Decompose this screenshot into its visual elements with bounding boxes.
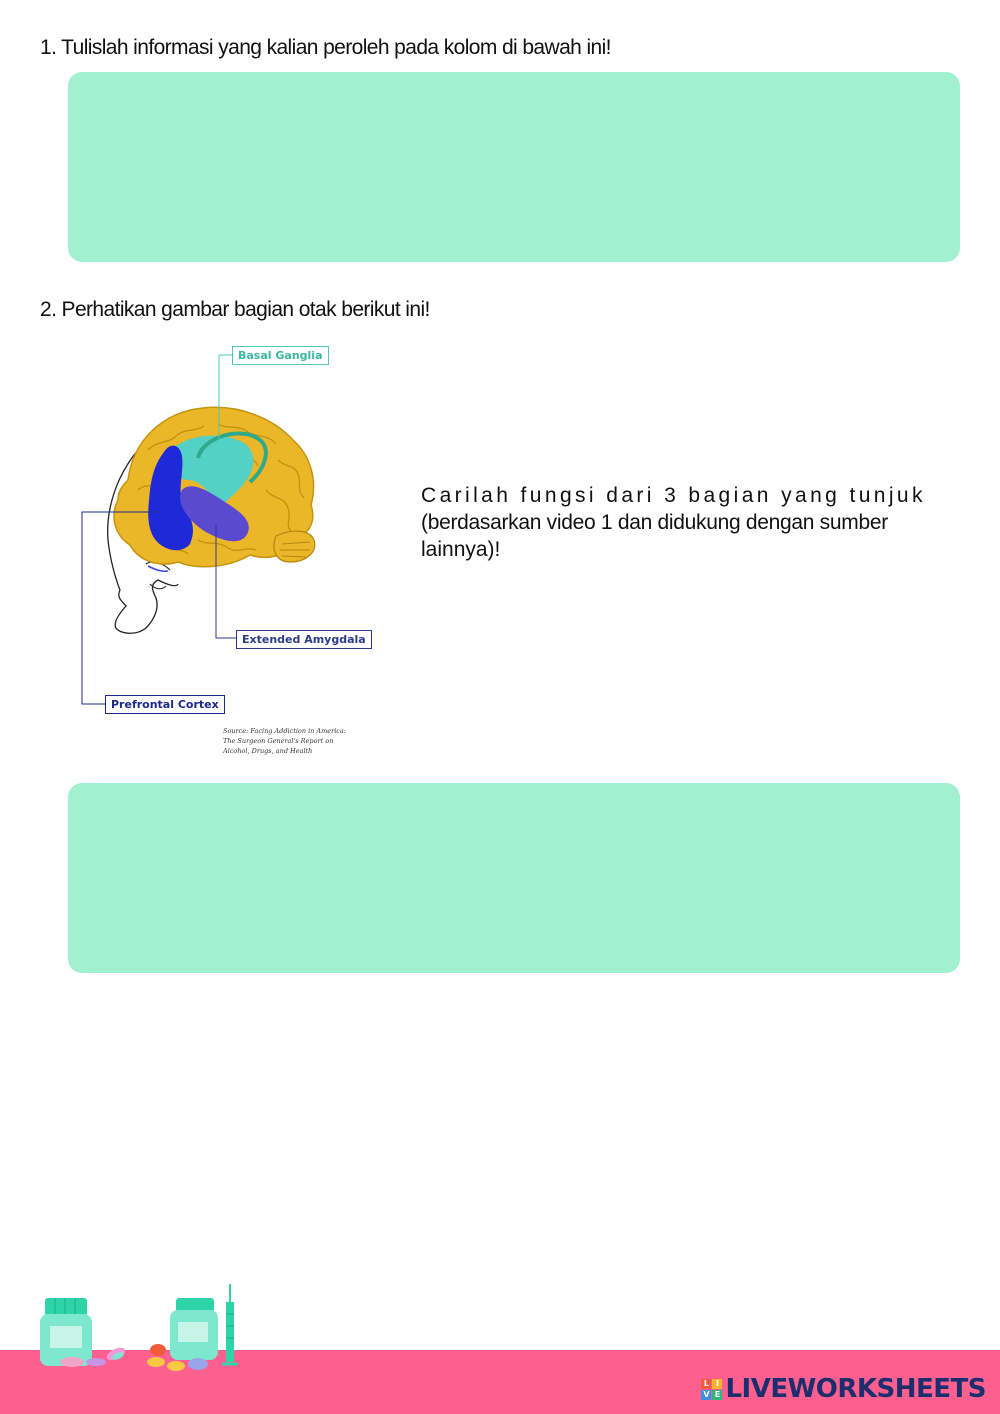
logo-letter-e: E bbox=[712, 1390, 722, 1400]
label-extended-amygdala: Extended Amygdala bbox=[236, 630, 372, 649]
bottle-cap-icon bbox=[45, 1298, 87, 1316]
instruction-line-1: Carilah fungsi dari 3 bagian yang tunjuk bbox=[421, 484, 926, 507]
source-line-2: The Surgeon General's Report on bbox=[223, 737, 334, 745]
question-2-text: 2. Perhatikan gambar bagian otak berikut ini! bbox=[40, 298, 430, 321]
instruction-line-2: (berdasarkan video 1 dan didukung dengan sumber bbox=[421, 511, 888, 534]
liveworksheets-logo-icon bbox=[701, 1379, 722, 1400]
answer-box-2[interactable] bbox=[68, 783, 960, 973]
source-line-1: Source: Facing Addiction in America: bbox=[223, 727, 346, 735]
instruction-text bbox=[421, 482, 961, 563]
figure-source-note bbox=[223, 726, 373, 756]
instruction-line-3: lainnya)! bbox=[421, 538, 501, 561]
brand-name: LIVEWORKSHEETS bbox=[725, 1374, 986, 1404]
logo-letter-v: V bbox=[703, 1389, 710, 1399]
question-1-text: 1. Tulislah informasi yang kalian peroleh pada kolom di bawah ini! bbox=[40, 36, 611, 59]
label-basal-ganglia: Basal Ganglia bbox=[232, 346, 329, 365]
medicine-bottles-illustration bbox=[30, 1280, 260, 1375]
brain-diagram bbox=[78, 340, 368, 770]
label-prefrontal-cortex: Prefrontal Cortex bbox=[105, 695, 225, 714]
answer-box-1[interactable] bbox=[68, 72, 960, 262]
syringe-icon bbox=[226, 1302, 234, 1362]
liveworksheets-brand bbox=[701, 1372, 986, 1406]
source-line-3: Alcohol, Drugs, and Health bbox=[223, 747, 313, 755]
logo-letter-l: L bbox=[701, 1379, 711, 1389]
logo-letter-i: I bbox=[712, 1379, 722, 1389]
